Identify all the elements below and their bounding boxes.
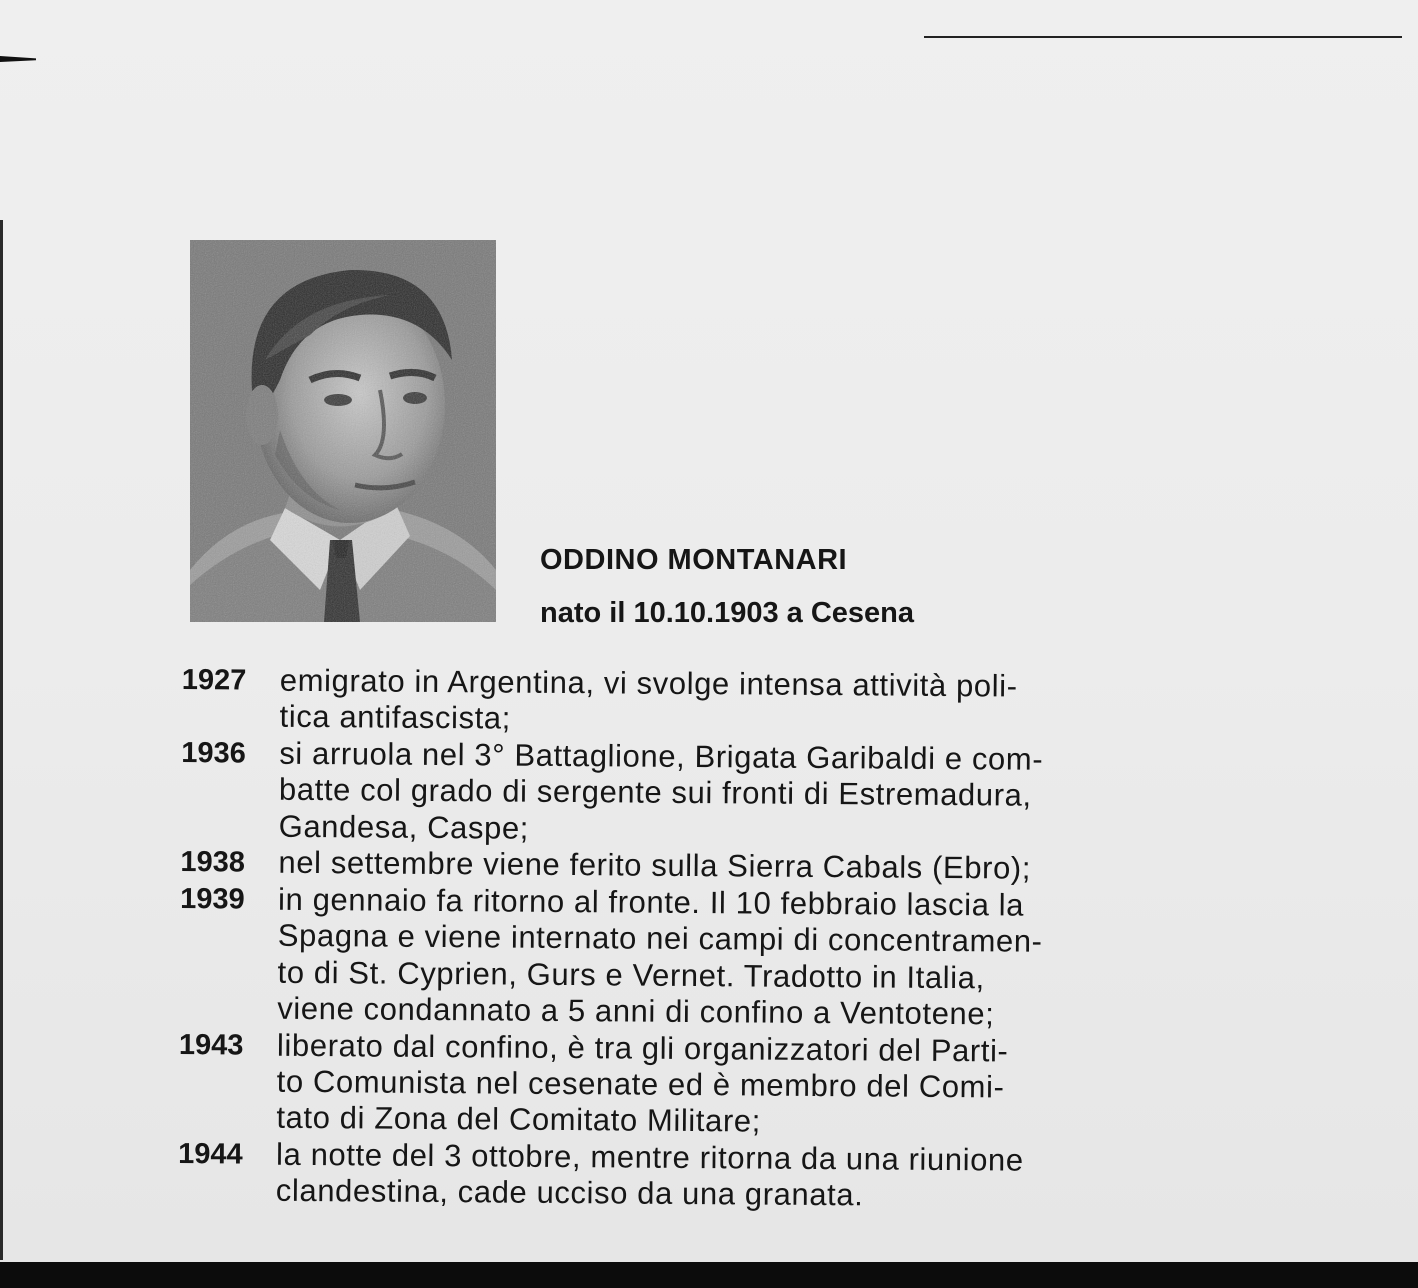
- entry-year: 1936: [181, 736, 246, 770]
- entry-text: [276, 1137, 1183, 1217]
- entry-line: Gandesa, Caspe;: [278, 808, 530, 846]
- entry-year: 1944: [178, 1137, 243, 1171]
- entry-year: 1927: [181, 663, 247, 697]
- timeline: [178, 662, 1202, 1217]
- entry-line: Spagna e viene internato nei campi di concentramen-: [277, 918, 1043, 960]
- timeline-entry: [181, 735, 1202, 852]
- entry-text: [277, 882, 1184, 1035]
- entry-text: [279, 736, 1186, 852]
- entry-year: 1939: [180, 883, 245, 916]
- entry-line: emigrato in Argentina, vi svolge intensa attività poli-: [279, 662, 1018, 704]
- left-page-edge: [0, 220, 3, 1260]
- entry-line: to Comunista nel cesenate ed è membro del Comi-: [276, 1063, 1005, 1105]
- person-name: ODDINO MONTANARI: [540, 544, 848, 576]
- entry-line: viene condannato a 5 anni di confino a Ventotene;: [277, 991, 995, 1032]
- entry-year: 1943: [178, 1028, 244, 1062]
- birth-info: nato il 10.10.1903 a Cesena: [540, 597, 914, 629]
- entry-line: clandestina, cade ucciso da una granata.: [275, 1173, 864, 1213]
- entry-line: tato di Zona del Comitato Militare;: [276, 1100, 762, 1140]
- top-rule: [924, 36, 1402, 38]
- entry-text: [279, 663, 1186, 743]
- entry-line: si arruola nel 3° Battaglione, Brigata Garibaldi e com-: [279, 735, 1044, 777]
- timeline-entry: [179, 881, 1200, 1035]
- entry-text: [278, 845, 1184, 889]
- timeline-entry: [178, 1027, 1199, 1144]
- entry-line: nel settembre viene ferito sulla Sierra Cabals (Ebro);: [278, 844, 1032, 886]
- entry-line: batte col grado di sergente sui fronti di Estremadura,: [278, 771, 1032, 813]
- entry-line: la notte del 3 ottobre, mentre ritorna da una riunione: [276, 1136, 1024, 1178]
- entry-line: to di St. Cyprien, Gurs e Vernet. Tradotto in Italia,: [277, 954, 985, 996]
- entry-line: liberato dal confino, è tra gli organizzatori del Parti-: [276, 1027, 1009, 1069]
- timeline-entry: [178, 1136, 1199, 1217]
- scan-bottom-edge: [0, 1262, 1418, 1288]
- timeline-entry: [181, 662, 1202, 743]
- entry-year: 1938: [180, 846, 246, 879]
- entry-text: [276, 1027, 1183, 1143]
- entry-line: in gennaio fa ritorno al fronte. Il 10 febbraio lascia la: [278, 881, 1025, 923]
- edge-mark: [0, 56, 36, 62]
- portrait-photo: [190, 240, 496, 622]
- entry-line: tica antifascista;: [279, 699, 512, 736]
